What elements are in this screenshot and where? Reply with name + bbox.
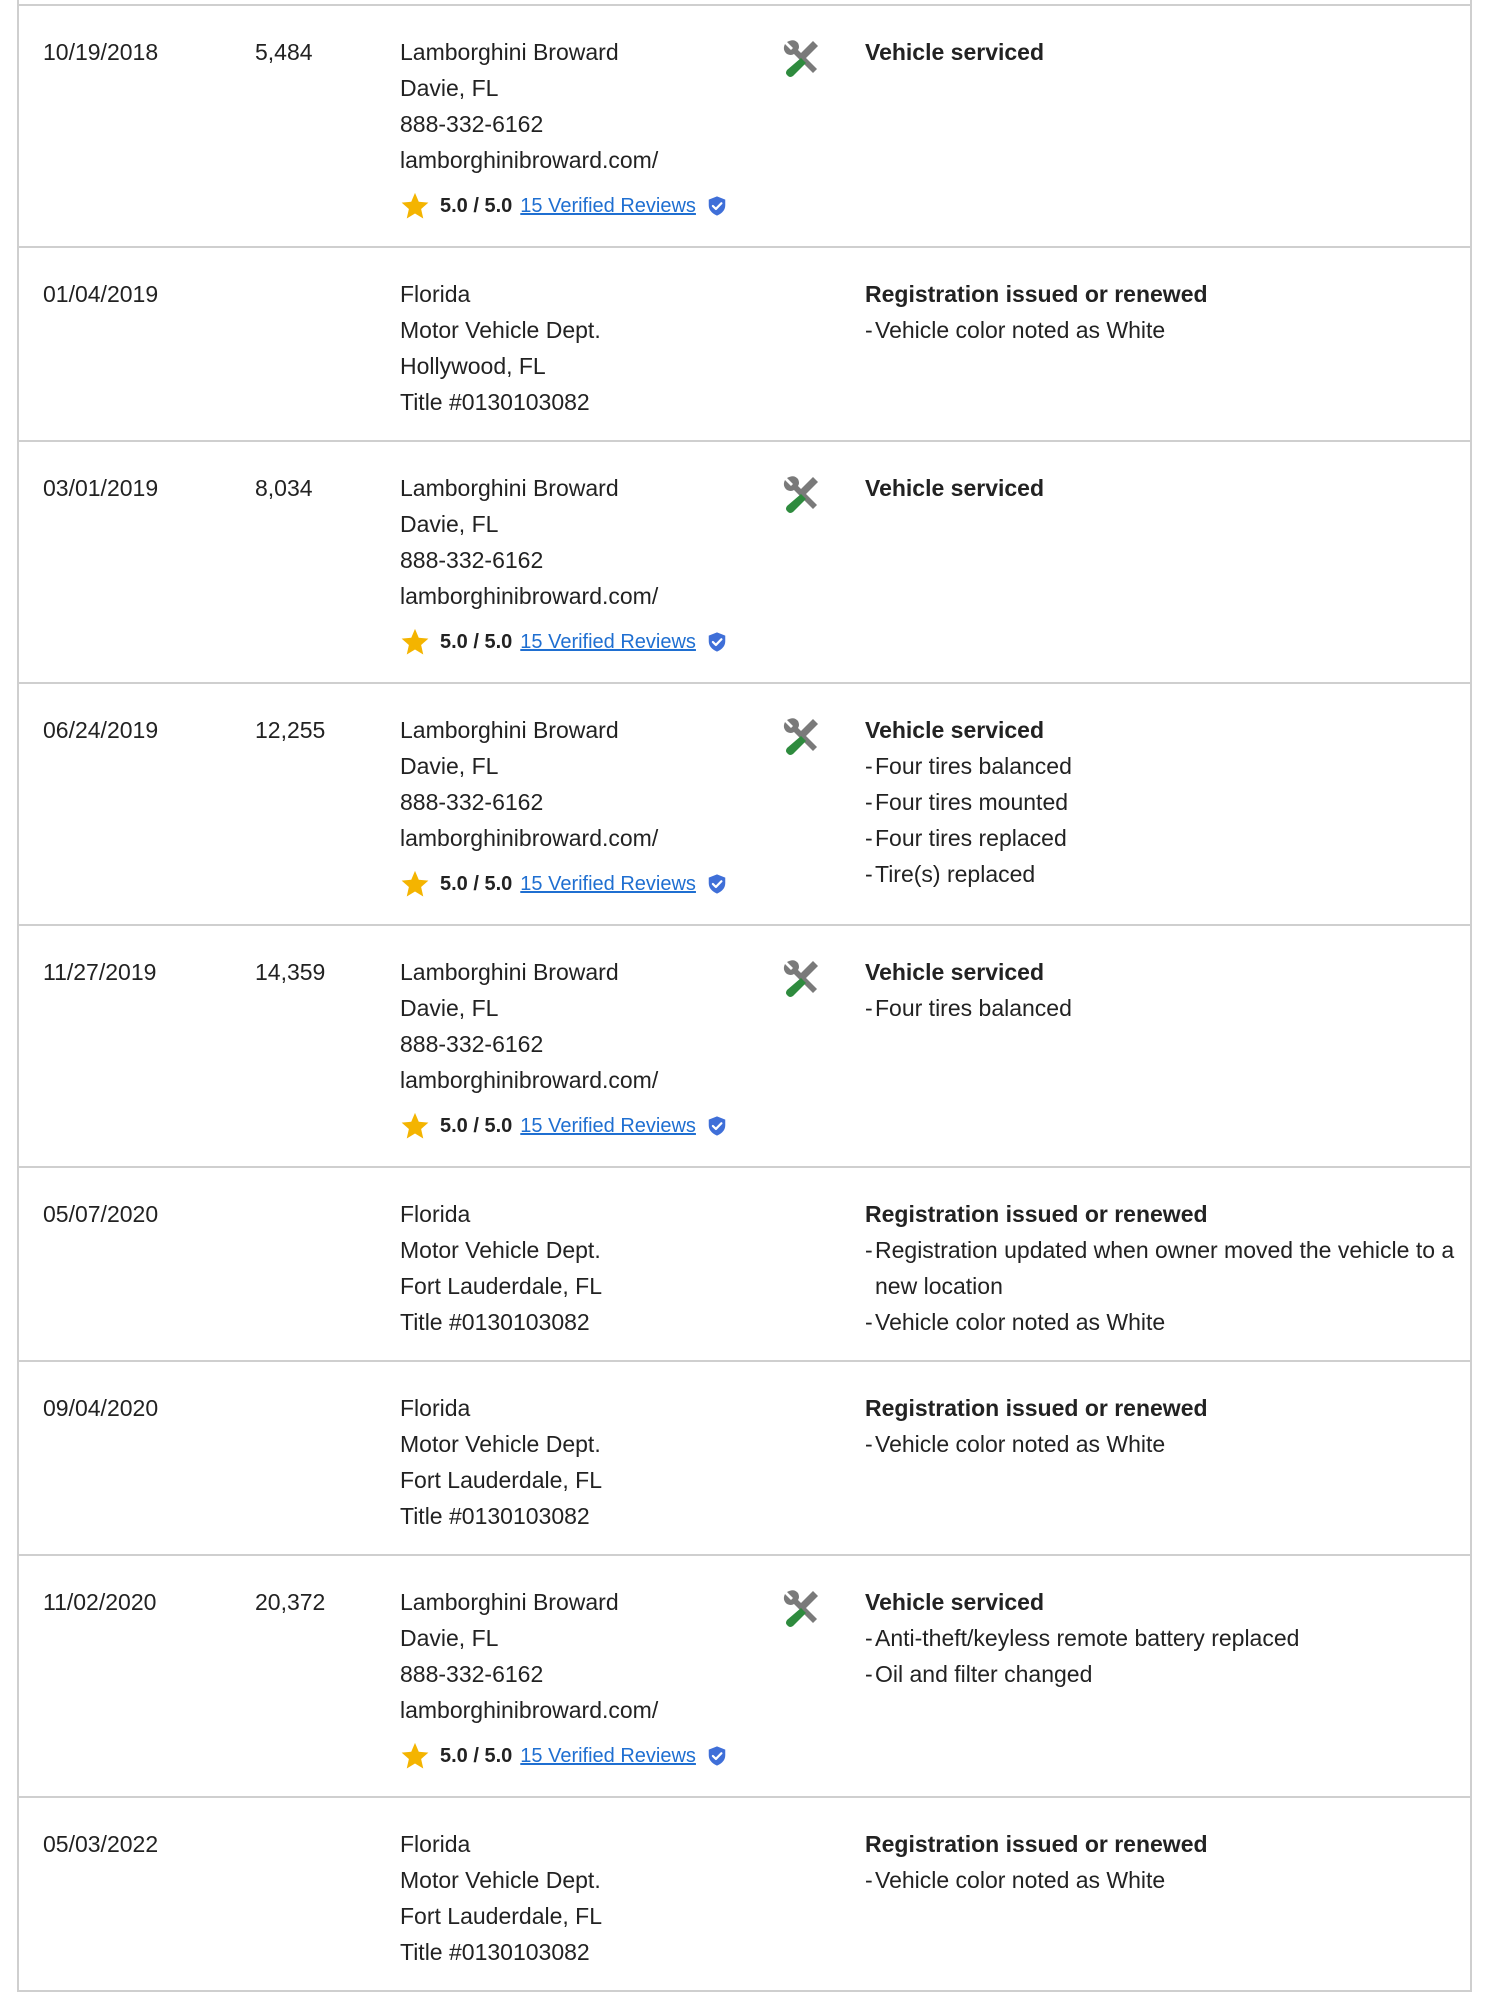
detail-text: Four tires balanced xyxy=(875,995,1072,1021)
record-comments xyxy=(865,34,1465,70)
source-line: Lamborghini Broward xyxy=(400,959,619,985)
source-line: Motor Vehicle Dept. xyxy=(400,1867,601,1893)
rating-score: 5.0 / 5.0 xyxy=(440,631,513,653)
verified-reviews-link[interactable]: 15 Verified Reviews xyxy=(520,1745,696,1767)
source-line: Lamborghini Broward xyxy=(400,39,619,65)
detail-dash: - xyxy=(865,789,873,815)
source-website-link[interactable]: lamborghinibroward.com/ xyxy=(400,147,659,173)
verified-reviews-link[interactable]: 15 Verified Reviews xyxy=(520,631,696,653)
source-line: Fort Lauderdale, FL xyxy=(400,1467,603,1493)
detail-item xyxy=(865,1304,1465,1340)
record-mileage: 5,484 xyxy=(255,39,313,65)
source-line: 888-332-6162 xyxy=(400,1031,544,1057)
source-line: Florida xyxy=(400,281,471,307)
detail-dash: - xyxy=(865,1661,873,1687)
dealer-rating xyxy=(400,188,770,224)
star-icon xyxy=(400,1741,430,1771)
record-source xyxy=(400,276,770,420)
source-website-link[interactable]: lamborghinibroward.com/ xyxy=(400,583,659,609)
detail-text: Vehicle color noted as White xyxy=(875,1867,1166,1893)
record-source xyxy=(400,470,770,660)
record-comments xyxy=(865,276,1465,348)
dealer-rating xyxy=(400,1738,770,1774)
record-title: Vehicle serviced xyxy=(865,475,1045,501)
record-title: Registration issued or renewed xyxy=(865,1201,1208,1227)
record-mileage: 12,255 xyxy=(255,717,326,743)
star-icon xyxy=(400,1111,430,1141)
source-line: Motor Vehicle Dept. xyxy=(400,1431,601,1457)
service-icon-cell xyxy=(779,956,823,1000)
detail-text: Anti-theft/keyless remote battery replaced xyxy=(875,1625,1300,1651)
detail-text: Four tires replaced xyxy=(875,825,1067,851)
service-tools-icon xyxy=(779,1586,823,1630)
table-row xyxy=(19,442,1470,684)
detail-text: Oil and filter changed xyxy=(875,1661,1093,1687)
detail-item xyxy=(865,312,1465,348)
table-row xyxy=(19,1556,1470,1798)
detail-item xyxy=(865,990,1465,1026)
verified-shield-icon xyxy=(706,631,728,653)
detail-item xyxy=(865,856,1465,892)
detail-item xyxy=(865,1656,1465,1692)
source-line: Lamborghini Broward xyxy=(400,1589,619,1615)
record-date: 10/19/2018 xyxy=(43,39,159,65)
record-comments xyxy=(865,470,1465,506)
source-website-link[interactable]: lamborghinibroward.com/ xyxy=(400,1067,659,1093)
dealer-rating xyxy=(400,624,770,660)
service-icon-cell xyxy=(779,714,823,758)
detail-dash: - xyxy=(865,1867,873,1893)
verified-shield-icon xyxy=(706,873,728,895)
source-website-link[interactable]: lamborghinibroward.com/ xyxy=(400,1697,659,1723)
detail-text: Four tires mounted xyxy=(875,789,1069,815)
source-line: Davie, FL xyxy=(400,1625,499,1651)
table-row xyxy=(19,6,1470,248)
source-line: Title #0130103082 xyxy=(400,1503,590,1529)
source-line: Title #0130103082 xyxy=(400,1309,590,1335)
dealer-rating xyxy=(400,1108,770,1144)
record-date: 11/02/2020 xyxy=(43,1589,157,1615)
service-tools-icon xyxy=(779,36,823,80)
record-comments xyxy=(865,1390,1465,1462)
record-date: 05/03/2022 xyxy=(43,1831,159,1857)
table-row xyxy=(19,1168,1470,1362)
verified-reviews-link[interactable]: 15 Verified Reviews xyxy=(520,873,696,895)
verified-reviews-link[interactable]: 15 Verified Reviews xyxy=(520,1115,696,1137)
record-date: 06/24/2019 xyxy=(43,717,159,743)
record-title: Registration issued or renewed xyxy=(865,1395,1208,1421)
record-source xyxy=(400,1196,770,1340)
source-website-link[interactable]: lamborghinibroward.com/ xyxy=(400,825,659,851)
star-icon xyxy=(400,191,430,221)
record-date: 03/01/2019 xyxy=(43,475,159,501)
record-title: Vehicle serviced xyxy=(865,1589,1045,1615)
record-mileage: 14,359 xyxy=(255,959,326,985)
detail-dash: - xyxy=(865,1237,873,1263)
verified-shield-icon xyxy=(706,1115,728,1137)
detail-dash: - xyxy=(865,995,873,1021)
rating-score: 5.0 / 5.0 xyxy=(440,873,513,895)
detail-item xyxy=(865,820,1465,856)
source-line: Title #0130103082 xyxy=(400,389,590,415)
record-title: Registration issued or renewed xyxy=(865,1831,1208,1857)
vehicle-history-table xyxy=(17,0,1472,1992)
record-comments xyxy=(865,1826,1465,1898)
verified-shield-icon xyxy=(706,1745,728,1767)
record-comments xyxy=(865,954,1465,1026)
table-row xyxy=(19,926,1470,1168)
dealer-rating xyxy=(400,866,770,902)
record-source xyxy=(400,954,770,1144)
source-line: Davie, FL xyxy=(400,511,499,537)
record-mileage: 20,372 xyxy=(255,1589,326,1615)
service-icon-cell xyxy=(779,472,823,516)
source-line: Fort Lauderdale, FL xyxy=(400,1273,603,1299)
detail-dash: - xyxy=(865,1309,873,1335)
source-line: Fort Lauderdale, FL xyxy=(400,1903,603,1929)
source-line: Davie, FL xyxy=(400,75,499,101)
rating-score: 5.0 / 5.0 xyxy=(440,1745,513,1767)
star-icon xyxy=(400,627,430,657)
record-comments xyxy=(865,1196,1465,1340)
star-icon xyxy=(400,869,430,899)
record-date: 01/04/2019 xyxy=(43,281,159,307)
record-date: 11/27/2019 xyxy=(43,959,157,985)
record-source xyxy=(400,1390,770,1534)
source-line: Florida xyxy=(400,1201,471,1227)
detail-text: Vehicle color noted as White xyxy=(875,1431,1166,1457)
record-source xyxy=(400,712,770,902)
record-title: Vehicle serviced xyxy=(865,959,1045,985)
source-line: 888-332-6162 xyxy=(400,1661,544,1687)
source-line: Lamborghini Broward xyxy=(400,717,619,743)
source-line: Motor Vehicle Dept. xyxy=(400,1237,601,1263)
record-source xyxy=(400,1584,770,1774)
detail-text: Tire(s) replaced xyxy=(875,861,1036,887)
verified-shield-icon xyxy=(706,195,728,217)
detail-item xyxy=(865,784,1465,820)
detail-dash: - xyxy=(865,317,873,343)
record-source xyxy=(400,1826,770,1970)
source-line: Title #0130103082 xyxy=(400,1939,590,1965)
table-row xyxy=(19,1798,1470,1992)
detail-text: Vehicle color noted as White xyxy=(875,317,1166,343)
record-date: 09/04/2020 xyxy=(43,1395,159,1421)
detail-text: Vehicle color noted as White xyxy=(875,1309,1166,1335)
table-row xyxy=(19,1362,1470,1556)
record-comments xyxy=(865,712,1465,892)
source-line: Davie, FL xyxy=(400,753,499,779)
record-mileage: 8,034 xyxy=(255,475,313,501)
table-row xyxy=(19,248,1470,442)
detail-dash: - xyxy=(865,1625,873,1651)
record-date: 05/07/2020 xyxy=(43,1201,159,1227)
record-comments xyxy=(865,1584,1465,1692)
rating-score: 5.0 / 5.0 xyxy=(440,195,513,217)
table-row xyxy=(19,684,1470,926)
service-tools-icon xyxy=(779,472,823,516)
source-line: 888-332-6162 xyxy=(400,789,544,815)
record-title: Vehicle serviced xyxy=(865,717,1045,743)
detail-dash: - xyxy=(865,1431,873,1457)
record-source xyxy=(400,34,770,224)
service-tools-icon xyxy=(779,714,823,758)
detail-item xyxy=(865,1426,1465,1462)
source-line: Davie, FL xyxy=(400,995,499,1021)
detail-item xyxy=(865,1862,1465,1898)
detail-dash: - xyxy=(865,861,873,887)
detail-item xyxy=(865,748,1465,784)
detail-text: Registration updated when owner moved the vehicle to a new location xyxy=(875,1237,1455,1299)
record-title: Vehicle serviced xyxy=(865,39,1045,65)
source-line: 888-332-6162 xyxy=(400,111,544,137)
detail-dash: - xyxy=(865,825,873,851)
source-line: Motor Vehicle Dept. xyxy=(400,317,601,343)
detail-item xyxy=(865,1620,1465,1656)
source-line: Lamborghini Broward xyxy=(400,475,619,501)
service-icon-cell xyxy=(779,1586,823,1630)
record-title: Registration issued or renewed xyxy=(865,281,1208,307)
verified-reviews-link[interactable]: 15 Verified Reviews xyxy=(520,195,696,217)
detail-text: Four tires balanced xyxy=(875,753,1072,779)
source-line: Florida xyxy=(400,1831,471,1857)
detail-item xyxy=(865,1232,1465,1304)
service-icon-cell xyxy=(779,36,823,80)
source-line: Florida xyxy=(400,1395,471,1421)
service-tools-icon xyxy=(779,956,823,1000)
detail-dash: - xyxy=(865,753,873,779)
rating-score: 5.0 / 5.0 xyxy=(440,1115,513,1137)
source-line: 888-332-6162 xyxy=(400,547,544,573)
source-line: Hollywood, FL xyxy=(400,353,546,379)
